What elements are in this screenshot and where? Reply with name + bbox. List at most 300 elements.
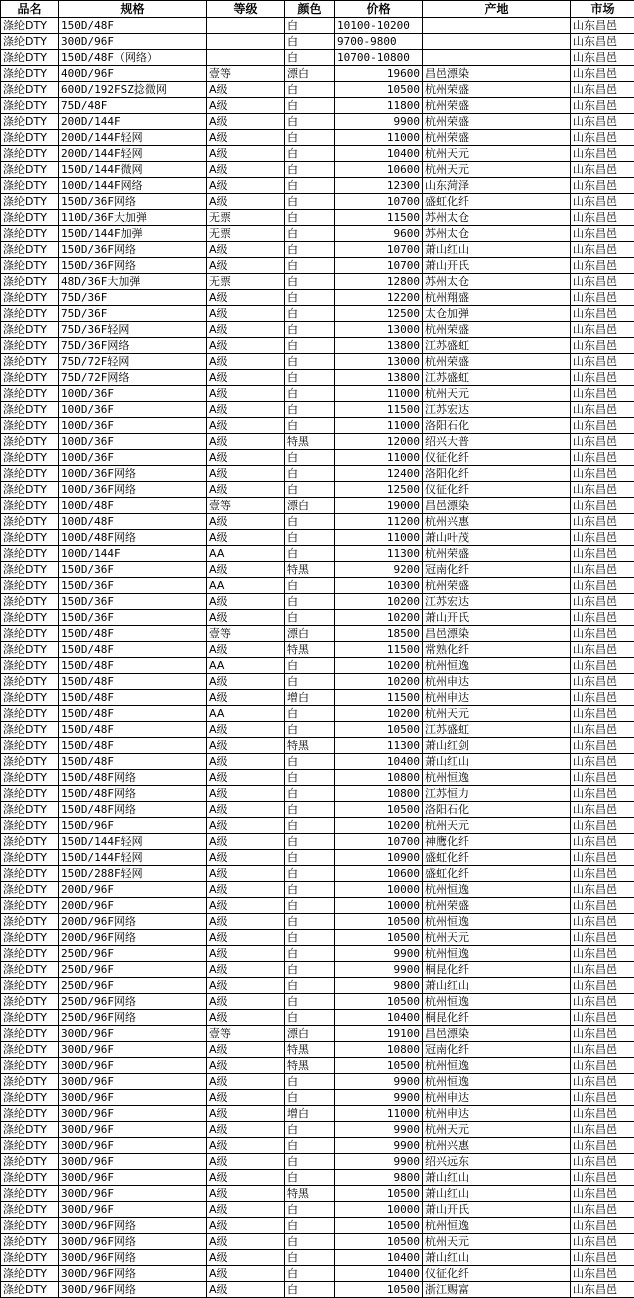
cell-grade: A级 bbox=[207, 370, 285, 386]
table-row bbox=[1, 690, 634, 706]
cell-grade: A级 bbox=[207, 466, 285, 482]
cell-grade: A级 bbox=[207, 834, 285, 850]
cell-market: 山东昌邑 bbox=[571, 1058, 634, 1074]
table-row bbox=[1, 978, 634, 994]
cell-spec: 150D/48F bbox=[59, 658, 207, 674]
table-row bbox=[1, 1042, 634, 1058]
cell-origin: 杭州天元 bbox=[423, 146, 571, 162]
cell-spec: 75D/36F网络 bbox=[59, 338, 207, 354]
cell-spec: 150D/144F轻网 bbox=[59, 850, 207, 866]
table-row bbox=[1, 626, 634, 642]
cell-market: 山东昌邑 bbox=[571, 482, 634, 498]
cell-spec: 150D/48F bbox=[59, 18, 207, 34]
cell-price: 10700-10800 bbox=[335, 50, 423, 66]
cell-origin: 绍兴远东 bbox=[423, 1154, 571, 1170]
cell-origin: 昌邑漂染 bbox=[423, 498, 571, 514]
cell-market: 山东昌邑 bbox=[571, 1122, 634, 1138]
cell-origin: 神鹰化纤 bbox=[423, 834, 571, 850]
cell-color: 白 bbox=[285, 1202, 335, 1218]
cell-market: 山东昌邑 bbox=[571, 130, 634, 146]
cell-origin: 萧山开氏 bbox=[423, 258, 571, 274]
cell-color: 漂白 bbox=[285, 626, 335, 642]
cell-product-name: 涤纶DTY bbox=[1, 1234, 59, 1250]
cell-price: 10200 bbox=[335, 594, 423, 610]
cell-origin: 苏州太仓 bbox=[423, 210, 571, 226]
cell-color: 增白 bbox=[285, 690, 335, 706]
cell-grade: A级 bbox=[207, 786, 285, 802]
cell-product-name: 涤纶DTY bbox=[1, 962, 59, 978]
cell-origin: 仪征化纤 bbox=[423, 482, 571, 498]
cell-price: 10700 bbox=[335, 834, 423, 850]
table-row bbox=[1, 818, 634, 834]
cell-market: 山东昌邑 bbox=[571, 338, 634, 354]
cell-product-name: 涤纶DTY bbox=[1, 194, 59, 210]
cell-product-name: 涤纶DTY bbox=[1, 514, 59, 530]
table-row bbox=[1, 82, 634, 98]
cell-spec: 300D/96F bbox=[59, 1202, 207, 1218]
cell-grade: A级 bbox=[207, 290, 285, 306]
cell-product-name: 涤纶DTY bbox=[1, 258, 59, 274]
cell-market: 山东昌邑 bbox=[571, 530, 634, 546]
cell-grade: 壹等 bbox=[207, 1026, 285, 1042]
cell-origin: 桐昆化纤 bbox=[423, 962, 571, 978]
cell-spec: 300D/96F网络 bbox=[59, 1250, 207, 1266]
cell-market: 山东昌邑 bbox=[571, 290, 634, 306]
cell-spec: 150D/48F bbox=[59, 626, 207, 642]
table-row bbox=[1, 674, 634, 690]
cell-grade: A级 bbox=[207, 946, 285, 962]
cell-spec: 200D/144F bbox=[59, 114, 207, 130]
cell-market: 山东昌邑 bbox=[571, 498, 634, 514]
cell-origin: 萧山红山 bbox=[423, 242, 571, 258]
table-row bbox=[1, 114, 634, 130]
cell-product-name: 涤纶DTY bbox=[1, 290, 59, 306]
cell-price: 13000 bbox=[335, 322, 423, 338]
cell-grade: A级 bbox=[207, 770, 285, 786]
cell-product-name: 涤纶DTY bbox=[1, 1074, 59, 1090]
cell-product-name: 涤纶DTY bbox=[1, 66, 59, 82]
cell-product-name: 涤纶DTY bbox=[1, 274, 59, 290]
cell-product-name: 涤纶DTY bbox=[1, 786, 59, 802]
cell-price: 10900 bbox=[335, 850, 423, 866]
cell-product-name: 涤纶DTY bbox=[1, 802, 59, 818]
cell-color: 白 bbox=[285, 802, 335, 818]
cell-market: 山东昌邑 bbox=[571, 930, 634, 946]
cell-color: 白 bbox=[285, 962, 335, 978]
cell-origin: 绍兴大普 bbox=[423, 434, 571, 450]
cell-color: 白 bbox=[285, 530, 335, 546]
cell-origin: 杭州荣盛 bbox=[423, 114, 571, 130]
cell-spec: 150D/36F bbox=[59, 594, 207, 610]
cell-market: 山东昌邑 bbox=[571, 898, 634, 914]
table-row bbox=[1, 354, 634, 370]
cell-grade: A级 bbox=[207, 98, 285, 114]
cell-product-name: 涤纶DTY bbox=[1, 834, 59, 850]
cell-grade: A级 bbox=[207, 306, 285, 322]
cell-origin: 萧山红山 bbox=[423, 1186, 571, 1202]
cell-origin: 冠南化纤 bbox=[423, 562, 571, 578]
cell-product-name: 涤纶DTY bbox=[1, 1266, 59, 1282]
cell-color: 白 bbox=[285, 1234, 335, 1250]
cell-price: 10500 bbox=[335, 994, 423, 1010]
cell-market: 山东昌邑 bbox=[571, 162, 634, 178]
cell-product-name: 涤纶DTY bbox=[1, 1154, 59, 1170]
cell-product-name: 涤纶DTY bbox=[1, 770, 59, 786]
cell-product-name: 涤纶DTY bbox=[1, 930, 59, 946]
cell-grade: 壹等 bbox=[207, 626, 285, 642]
cell-product-name: 涤纶DTY bbox=[1, 18, 59, 34]
cell-color: 特黑 bbox=[285, 562, 335, 578]
table-row bbox=[1, 194, 634, 210]
cell-price: 10500 bbox=[335, 1186, 423, 1202]
cell-grade: A级 bbox=[207, 754, 285, 770]
cell-origin: 昌邑漂染 bbox=[423, 66, 571, 82]
cell-color: 特黑 bbox=[285, 1042, 335, 1058]
table-row bbox=[1, 946, 634, 962]
cell-product-name: 涤纶DTY bbox=[1, 178, 59, 194]
cell-origin: 常熟化纤 bbox=[423, 642, 571, 658]
cell-origin: 桐昆化纤 bbox=[423, 1010, 571, 1026]
cell-price: 9900 bbox=[335, 114, 423, 130]
cell-origin: 盛虹化纤 bbox=[423, 866, 571, 882]
cell-market: 山东昌邑 bbox=[571, 738, 634, 754]
cell-market: 山东昌邑 bbox=[571, 642, 634, 658]
table-row bbox=[1, 1090, 634, 1106]
table-row bbox=[1, 18, 634, 34]
cell-spec: 100D/36F bbox=[59, 434, 207, 450]
table-row bbox=[1, 642, 634, 658]
cell-color: 白 bbox=[285, 770, 335, 786]
cell-origin: 杭州恒逸 bbox=[423, 1074, 571, 1090]
cell-product-name: 涤纶DTY bbox=[1, 82, 59, 98]
cell-color: 白 bbox=[285, 914, 335, 930]
cell-spec: 300D/96F bbox=[59, 1042, 207, 1058]
cell-origin: 太仓加弹 bbox=[423, 306, 571, 322]
cell-origin: 江苏宏达 bbox=[423, 402, 571, 418]
cell-spec: 200D/96F bbox=[59, 898, 207, 914]
cell-color: 白 bbox=[285, 194, 335, 210]
cell-product-name: 涤纶DTY bbox=[1, 994, 59, 1010]
table-row bbox=[1, 802, 634, 818]
table-row bbox=[1, 530, 634, 546]
cell-spec: 75D/48F bbox=[59, 98, 207, 114]
cell-spec: 150D/36F网络 bbox=[59, 194, 207, 210]
cell-price: 10500 bbox=[335, 1282, 423, 1298]
table-row bbox=[1, 98, 634, 114]
cell-product-name: 涤纶DTY bbox=[1, 914, 59, 930]
cell-spec: 150D/144F微网 bbox=[59, 162, 207, 178]
cell-market: 山东昌邑 bbox=[571, 1026, 634, 1042]
cell-origin: 杭州申达 bbox=[423, 690, 571, 706]
cell-market: 山东昌邑 bbox=[571, 34, 634, 50]
cell-origin: 杭州恒逸 bbox=[423, 882, 571, 898]
cell-market: 山东昌邑 bbox=[571, 1266, 634, 1282]
cell-origin: 杭州荣盛 bbox=[423, 546, 571, 562]
cell-grade: A级 bbox=[207, 722, 285, 738]
table-row bbox=[1, 434, 634, 450]
cell-price: 10500 bbox=[335, 82, 423, 98]
cell-color: 白 bbox=[285, 338, 335, 354]
table-row bbox=[1, 498, 634, 514]
cell-product-name: 涤纶DTY bbox=[1, 674, 59, 690]
cell-color: 白 bbox=[285, 706, 335, 722]
cell-spec: 300D/96F网络 bbox=[59, 1218, 207, 1234]
cell-price: 10500 bbox=[335, 1058, 423, 1074]
cell-product-name: 涤纶DTY bbox=[1, 722, 59, 738]
cell-color: 漂白 bbox=[285, 498, 335, 514]
header-row bbox=[1, 1, 634, 18]
cell-grade: 无票 bbox=[207, 226, 285, 242]
cell-market: 山东昌邑 bbox=[571, 1186, 634, 1202]
cell-product-name: 涤纶DTY bbox=[1, 338, 59, 354]
cell-product-name: 涤纶DTY bbox=[1, 1218, 59, 1234]
cell-spec: 150D/96F bbox=[59, 818, 207, 834]
cell-market: 山东昌邑 bbox=[571, 610, 634, 626]
cell-market: 山东昌邑 bbox=[571, 834, 634, 850]
cell-color: 白 bbox=[285, 370, 335, 386]
cell-price: 10400 bbox=[335, 1266, 423, 1282]
cell-product-name: 涤纶DTY bbox=[1, 242, 59, 258]
cell-spec: 150D/144F轻网 bbox=[59, 834, 207, 850]
cell-grade: A级 bbox=[207, 1090, 285, 1106]
table-row bbox=[1, 466, 634, 482]
table-row bbox=[1, 722, 634, 738]
cell-origin: 萧山红山 bbox=[423, 978, 571, 994]
cell-spec: 150D/144F加弹 bbox=[59, 226, 207, 242]
cell-market: 山东昌邑 bbox=[571, 1154, 634, 1170]
cell-origin: 杭州恒逸 bbox=[423, 658, 571, 674]
cell-color: 白 bbox=[285, 34, 335, 50]
cell-price: 10000 bbox=[335, 898, 423, 914]
cell-color: 白 bbox=[285, 1250, 335, 1266]
cell-market: 山东昌邑 bbox=[571, 1090, 634, 1106]
cell-market: 山东昌邑 bbox=[571, 690, 634, 706]
cell-market: 山东昌邑 bbox=[571, 1106, 634, 1122]
table-row bbox=[1, 514, 634, 530]
table-row bbox=[1, 130, 634, 146]
cell-color: 白 bbox=[285, 658, 335, 674]
cell-grade: A级 bbox=[207, 866, 285, 882]
cell-grade: A级 bbox=[207, 802, 285, 818]
table-row bbox=[1, 66, 634, 82]
table-row bbox=[1, 834, 634, 850]
table-row bbox=[1, 226, 634, 242]
cell-price: 11000 bbox=[335, 530, 423, 546]
table-row bbox=[1, 786, 634, 802]
cell-spec: 300D/96F网络 bbox=[59, 1234, 207, 1250]
cell-price: 9900 bbox=[335, 962, 423, 978]
cell-market: 山东昌邑 bbox=[571, 946, 634, 962]
cell-color: 白 bbox=[285, 242, 335, 258]
cell-price: 12000 bbox=[335, 434, 423, 450]
cell-spec: 150D/36F网络 bbox=[59, 242, 207, 258]
cell-grade: A级 bbox=[207, 1074, 285, 1090]
cell-market: 山东昌邑 bbox=[571, 1074, 634, 1090]
cell-price: 10500 bbox=[335, 1234, 423, 1250]
cell-market: 山东昌邑 bbox=[571, 1170, 634, 1186]
cell-color: 白 bbox=[285, 1138, 335, 1154]
cell-price: 10200 bbox=[335, 658, 423, 674]
cell-color: 白 bbox=[285, 466, 335, 482]
table-row bbox=[1, 898, 634, 914]
cell-grade: A级 bbox=[207, 930, 285, 946]
table-row bbox=[1, 770, 634, 786]
cell-origin: 杭州兴惠 bbox=[423, 514, 571, 530]
cell-grade: A级 bbox=[207, 386, 285, 402]
cell-market: 山东昌邑 bbox=[571, 354, 634, 370]
cell-color: 白 bbox=[285, 978, 335, 994]
cell-market: 山东昌邑 bbox=[571, 274, 634, 290]
cell-spec: 300D/96F bbox=[59, 34, 207, 50]
cell-grade: A级 bbox=[207, 738, 285, 754]
cell-grade: AA bbox=[207, 578, 285, 594]
cell-origin bbox=[423, 50, 571, 66]
cell-color: 特黑 bbox=[285, 1186, 335, 1202]
cell-origin: 苏州太仓 bbox=[423, 274, 571, 290]
cell-market: 山东昌邑 bbox=[571, 98, 634, 114]
cell-price: 11200 bbox=[335, 514, 423, 530]
cell-color: 白 bbox=[285, 98, 335, 114]
table-row bbox=[1, 386, 634, 402]
cell-market: 山东昌邑 bbox=[571, 1042, 634, 1058]
cell-product-name: 涤纶DTY bbox=[1, 306, 59, 322]
cell-market: 山东昌邑 bbox=[571, 242, 634, 258]
cell-color: 白 bbox=[285, 1154, 335, 1170]
cell-spec: 100D/36F网络 bbox=[59, 466, 207, 482]
cell-product-name: 涤纶DTY bbox=[1, 866, 59, 882]
cell-price: 11000 bbox=[335, 130, 423, 146]
cell-price: 11000 bbox=[335, 386, 423, 402]
cell-product-name: 涤纶DTY bbox=[1, 210, 59, 226]
cell-spec: 100D/36F bbox=[59, 402, 207, 418]
cell-market: 山东昌邑 bbox=[571, 514, 634, 530]
cell-color: 白 bbox=[285, 18, 335, 34]
cell-grade: A级 bbox=[207, 1138, 285, 1154]
table-row bbox=[1, 1058, 634, 1074]
table-row bbox=[1, 1138, 634, 1154]
cell-color: 白 bbox=[285, 1282, 335, 1298]
cell-spec: 300D/96F bbox=[59, 1122, 207, 1138]
cell-grade: A级 bbox=[207, 1170, 285, 1186]
cell-grade: A级 bbox=[207, 1282, 285, 1298]
cell-grade: A级 bbox=[207, 898, 285, 914]
cell-price: 9900 bbox=[335, 1090, 423, 1106]
cell-origin: 浙江赐富 bbox=[423, 1282, 571, 1298]
cell-spec: 150D/48F网络 bbox=[59, 770, 207, 786]
cell-grade: A级 bbox=[207, 610, 285, 626]
table-row bbox=[1, 418, 634, 434]
cell-price: 19100 bbox=[335, 1026, 423, 1042]
cell-product-name: 涤纶DTY bbox=[1, 402, 59, 418]
cell-market: 山东昌邑 bbox=[571, 402, 634, 418]
cell-grade: A级 bbox=[207, 818, 285, 834]
cell-price: 10400 bbox=[335, 1010, 423, 1026]
cell-price: 10200 bbox=[335, 674, 423, 690]
table-row bbox=[1, 322, 634, 338]
cell-price: 12400 bbox=[335, 466, 423, 482]
cell-spec: 75D/36F bbox=[59, 290, 207, 306]
cell-grade: A级 bbox=[207, 418, 285, 434]
cell-color: 白 bbox=[285, 610, 335, 626]
cell-market: 山东昌邑 bbox=[571, 818, 634, 834]
cell-origin: 萧山开氏 bbox=[423, 610, 571, 626]
cell-market: 山东昌邑 bbox=[571, 178, 634, 194]
cell-origin: 冠南化纤 bbox=[423, 1042, 571, 1058]
cell-color: 白 bbox=[285, 866, 335, 882]
cell-market: 山东昌邑 bbox=[571, 1250, 634, 1266]
table-row bbox=[1, 1250, 634, 1266]
cell-market: 山东昌邑 bbox=[571, 1234, 634, 1250]
cell-color: 白 bbox=[285, 386, 335, 402]
cell-color: 白 bbox=[285, 178, 335, 194]
cell-price: 9900 bbox=[335, 1122, 423, 1138]
cell-origin: 杭州荣盛 bbox=[423, 322, 571, 338]
cell-price: 10200 bbox=[335, 610, 423, 626]
cell-spec: 150D/36F bbox=[59, 578, 207, 594]
cell-grade: A级 bbox=[207, 338, 285, 354]
cell-origin: 杭州荣盛 bbox=[423, 82, 571, 98]
cell-spec: 150D/48F网络 bbox=[59, 802, 207, 818]
table-row bbox=[1, 242, 634, 258]
cell-color: 特黑 bbox=[285, 1058, 335, 1074]
cell-grade: A级 bbox=[207, 1106, 285, 1122]
cell-color: 白 bbox=[285, 322, 335, 338]
cell-spec: 48D/36F大加弹 bbox=[59, 274, 207, 290]
cell-market: 山东昌邑 bbox=[571, 50, 634, 66]
cell-market: 山东昌邑 bbox=[571, 850, 634, 866]
cell-price: 10700 bbox=[335, 242, 423, 258]
cell-spec: 150D/48F（网络） bbox=[59, 50, 207, 66]
cell-spec: 250D/96F网络 bbox=[59, 994, 207, 1010]
cell-market: 山东昌邑 bbox=[571, 706, 634, 722]
cell-color: 白 bbox=[285, 674, 335, 690]
cell-product-name: 涤纶DTY bbox=[1, 642, 59, 658]
table-row bbox=[1, 1170, 634, 1186]
cell-color: 白 bbox=[285, 1010, 335, 1026]
cell-grade: A级 bbox=[207, 258, 285, 274]
cell-color: 白 bbox=[285, 450, 335, 466]
cell-price: 10500 bbox=[335, 930, 423, 946]
cell-price: 10400 bbox=[335, 1250, 423, 1266]
table-row bbox=[1, 146, 634, 162]
table-row bbox=[1, 754, 634, 770]
cell-price: 12500 bbox=[335, 306, 423, 322]
cell-grade: A级 bbox=[207, 978, 285, 994]
cell-product-name: 涤纶DTY bbox=[1, 658, 59, 674]
cell-spec: 400D/96F bbox=[59, 66, 207, 82]
cell-color: 白 bbox=[285, 994, 335, 1010]
cell-market: 山东昌邑 bbox=[571, 66, 634, 82]
cell-origin: 仪征化纤 bbox=[423, 450, 571, 466]
cell-product-name: 涤纶DTY bbox=[1, 754, 59, 770]
cell-color: 白 bbox=[285, 594, 335, 610]
cell-price: 10700 bbox=[335, 194, 423, 210]
cell-spec: 100D/36F网络 bbox=[59, 482, 207, 498]
cell-spec: 100D/144F网络 bbox=[59, 178, 207, 194]
cell-spec: 300D/96F网络 bbox=[59, 1282, 207, 1298]
cell-product-name: 涤纶DTY bbox=[1, 578, 59, 594]
table-row bbox=[1, 1026, 634, 1042]
cell-price: 10400 bbox=[335, 754, 423, 770]
cell-origin: 盛虹化纤 bbox=[423, 850, 571, 866]
cell-grade: A级 bbox=[207, 562, 285, 578]
cell-spec: 110D/36F大加弹 bbox=[59, 210, 207, 226]
cell-price: 11000 bbox=[335, 1106, 423, 1122]
cell-market: 山东昌邑 bbox=[571, 258, 634, 274]
table-row bbox=[1, 930, 634, 946]
cell-price: 11800 bbox=[335, 98, 423, 114]
cell-color: 白 bbox=[285, 882, 335, 898]
